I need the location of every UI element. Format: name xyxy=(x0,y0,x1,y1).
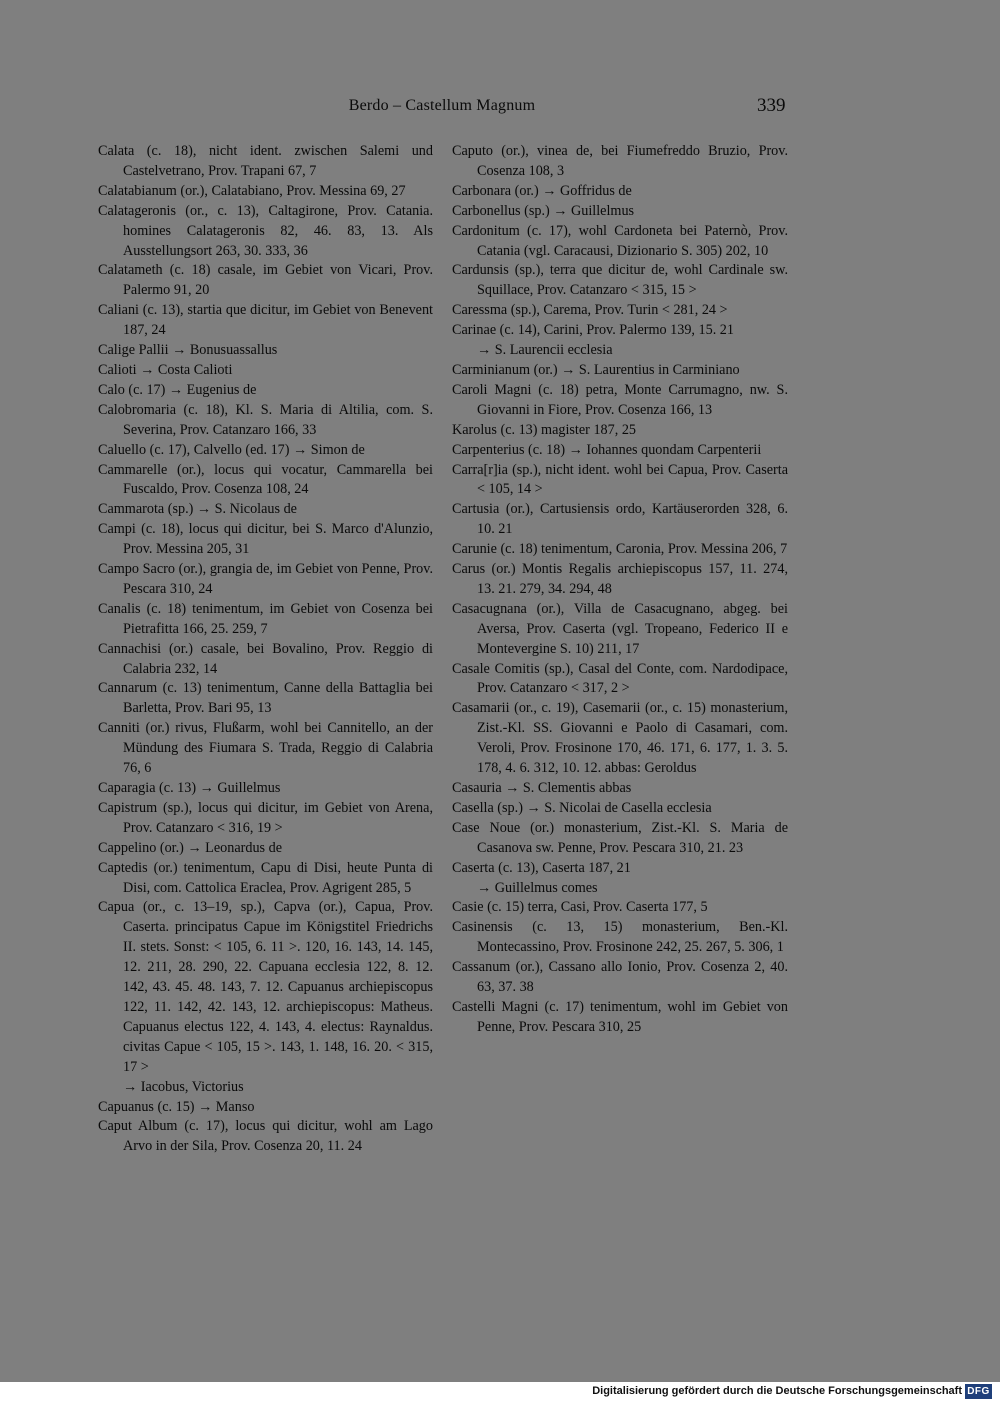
index-entry: Carpenterius (c. 18) → Iohannes quondam Carpenterii xyxy=(452,441,762,458)
index-entry: Calatameth (c. 18) casale, im Gebiet von Vicari, Prov. Palermo 91, 20 xyxy=(98,262,433,299)
index-entry: Carunie (c. 18) tenimentum, Caronia, Prov. Messina 206, 7 xyxy=(452,541,788,558)
index-entry: Campo Sacro (or.), grangia de, im Gebiet von Penne, Prov. Pescara 310, 24 xyxy=(98,561,433,597)
index-entry: Castelli Magni (c. 17) tenimentum, wohl im Gebiet von Penne, Prov. Pescara 310, 25 xyxy=(452,998,788,1035)
index-entry: Calatabianum (or.), Calatabiano, Prov. Messina 69, 27 xyxy=(98,182,406,199)
index-entry: Caserta (c. 13), Caserta 187, 21 xyxy=(452,859,631,876)
index-entry: Capistrum (sp.), locus qui dicitur, im Gebiet von Arena, Prov. Catanzaro < 316, 19 > xyxy=(98,799,433,836)
index-entry: Casie (c. 15) terra, Casi, Prov. Caserta 177, 5 xyxy=(452,899,708,916)
index-entry: Calobromaria (c. 18), Kl. S. Maria di Altilia, com. S. Severina, Prov. Catanzaro 166, 33 xyxy=(98,401,433,438)
index-entry: Carra[r]ia (sp.), nicht ident. wohl bei Capua, Prov. Caserta < 105, 14 > xyxy=(452,461,788,498)
index-entry: Casamarii (or., c. 19), Casemarii (or., c. 15) monasterium, Zist.-Kl. SS. Giovanni e Paolo di Casamari, com. Veroli, Prov. Frosinone 170, 46. 171, 6. 177, 1. 3. 5. 178, 4. 6. 312, 10. 12. abbas: Geroldus xyxy=(452,700,788,777)
index-entry-crossref: → Guillelmus comes xyxy=(477,879,598,896)
index-column-left xyxy=(98,142,433,1157)
index-entry: Capua (or., c. 13–19, sp.), Capva (or.), Capua, Prov. Caserta. principatus Capue im Königstitel Friedrichs II. stets. Sonst: < 105, 6. 11 >. 120, 16. 143, 14. 145, 12. 211, 28. 290, 22. Capuana ecclesia 122, 8. 12. 142, 43. 45. 48. 143, 7. 12. Capuanus archiepiscopus 122, 11. 142, 42. 143, 12. archiepiscopus: Matheus. Capuanus electus 122, 4. 143, 4. electus: Raynaldus. civitas Capue < 105, 15 >. 143, 1. 148, 16. 20. < 315, 17 > xyxy=(98,899,433,1075)
index-entry: Cammarelle (or.), locus qui vocatur, Cammarella bei Fuscaldo, Prov. Cosenza 108, 24 xyxy=(98,461,433,498)
index-entry: Carbonara (or.) → Goffridus de xyxy=(452,182,632,199)
index-entry: Capuanus (c. 15) → Manso xyxy=(98,1098,255,1115)
index-entry: Cartusia (or.), Cartusiensis ordo, Kartäuserorden 328, 6. 10. 21 xyxy=(452,501,788,538)
index-entry: Calo (c. 17) → Eugenius de xyxy=(98,381,257,398)
index-entry: Carus (or.) Montis Regalis archiepiscopus 157, 11. 274, 13. 21. 279, 34. 294, 48 xyxy=(452,561,788,597)
index-entry: Karolus (c. 13) magister 187, 25 xyxy=(452,421,637,438)
index-entry-crossref: → Iacobus, Victorius xyxy=(123,1078,244,1095)
index-entry: Case Noue (or.) monasterium, Zist.-Kl. S. Maria de Casanova sw. Penne, Prov. Pescara 310, 21. 23 xyxy=(452,819,788,856)
index-entry: Casinensis (c. 13, 15) monasterium, Ben.-Kl. Montecassino, Prov. Frosinone 242, 25. 267, 5. 306, 1 xyxy=(452,919,788,956)
index-entry: Cannachisi (or.) casale, bei Bovalino, Prov. Reggio di Calabria 232, 14 xyxy=(98,640,433,677)
index-entry: Calige Pallii → Bonusuassallus xyxy=(98,342,278,359)
index-entry: Canalis (c. 18) tenimentum, im Gebiet von Cosenza bei Pietrafitta 166, 25. 259, 7 xyxy=(98,600,433,637)
index-entry: Caressma (sp.), Carema, Prov. Turin < 281, 24 > xyxy=(452,302,728,319)
index-entry: Carbonellus (sp.) → Guillelmus xyxy=(452,202,635,219)
index-entry: Caliani (c. 13), startia que dicitur, im Gebiet von Benevent 187, 24 xyxy=(98,302,433,339)
index-entry: Cassanum (or.), Cassano allo Ionio, Prov. Cosenza 2, 40. 63, 37. 38 xyxy=(452,959,788,996)
index-entry: Caput Album (c. 17), locus qui dicitur, wohl am Lago Arvo in der Sila, Prov. Cosenza 20, 11. 24 xyxy=(98,1118,433,1155)
index-entry: Cannarum (c. 13) tenimentum, Canne della Battaglia bei Barletta, Prov. Bari 95, 13 xyxy=(98,680,433,717)
index-entry: Cammarota (sp.) → S. Nicolaus de xyxy=(98,501,297,518)
index-entry: Caputo (or.), vinea de, bei Fiumefreddo Bruzio, Prov. Cosenza 108, 3 xyxy=(452,143,788,179)
funding-credit: Digitalisierung gefördert durch die Deutsche Forschungsgemeinschaft xyxy=(592,1385,962,1397)
index-entry: Caluello (c. 17), Calvello (ed. 17) → Simon de xyxy=(98,441,365,458)
index-entry: Cardonitum (c. 17), wohl Cardoneta bei Paternò, Prov. Catania (vgl. Caracausi, Dizionario S. 305) 202, 10 xyxy=(452,222,788,259)
index-entry: Carminianum (or.) → S. Laurentius in Carminiano xyxy=(452,361,740,378)
index-entry: Calatageronis (or., c. 13), Caltagirone, Prov. Catania. homines Calatageronis 82, 46. 83, 13. Als Ausstellungsort 263, 30. 333, 36 xyxy=(98,202,433,259)
index-entry: Captedis (or.) tenimentum, Capu di Disi, heute Punta di Disi, com. Cattolica Eraclea, Prov. Agrigent 285, 5 xyxy=(98,859,433,896)
dfg-logo: DFG xyxy=(965,1384,992,1399)
index-entry: Calioti → Costa Calioti xyxy=(98,361,233,378)
index-entry: Carinae (c. 14), Carini, Prov. Palermo 139, 15. 21 xyxy=(452,322,734,339)
footer-bar xyxy=(0,1382,1000,1402)
index-entry: Calata (c. 18), nicht ident. zwischen Salemi und Castelvetrano, Prov. Trapani 67, 7 xyxy=(98,143,433,179)
index-entry: Caparagia (c. 13) → Guillelmus xyxy=(98,780,281,796)
index-entry: Caroli Magni (c. 18) petra, Monte Carrumagno, nw. S. Giovanni in Fiore, Prov. Cosenza 166, 13 xyxy=(452,381,788,418)
index-entry: Casella (sp.) → S. Nicolai de Casella ecclesia xyxy=(452,799,712,816)
index-entry: Casale Comitis (sp.), Casal del Conte, com. Nardodipace, Prov. Catanzaro < 317, 2 > xyxy=(452,660,788,697)
index-entry: Casauria → S. Clementis abbas xyxy=(452,780,632,796)
page-number: 339 xyxy=(757,95,786,116)
running-header: Berdo – Castellum Magnum xyxy=(348,97,536,114)
index-column-right xyxy=(452,142,788,1038)
index-entry: Cappelino (or.) → Leonardus de xyxy=(98,839,282,856)
index-entry: Cardunsis (sp.), terra que dicitur de, wohl Cardinale sw. Squillace, Prov. Catanzaro < 315, 15 > xyxy=(452,262,788,299)
index-entry: Campi (c. 18), locus qui dicitur, bei S. Marco d'Alunzio, Prov. Messina 205, 31 xyxy=(98,521,433,558)
index-entry: Canniti (or.) rivus, Flußarm, wohl bei Cannitello, an der Mündung des Fiumara S. Trada, Reggio di Calabria 76, 6 xyxy=(98,720,433,777)
index-entry: Casacugnana (or.), Villa de Casacugnano, abgeg. bei Aversa, Prov. Caserta (vgl. Tropeano, Federico II e Montevergine S. 10) 211, 17 xyxy=(452,600,788,657)
index-entry-crossref: → S. Laurencii ecclesia xyxy=(477,342,613,359)
